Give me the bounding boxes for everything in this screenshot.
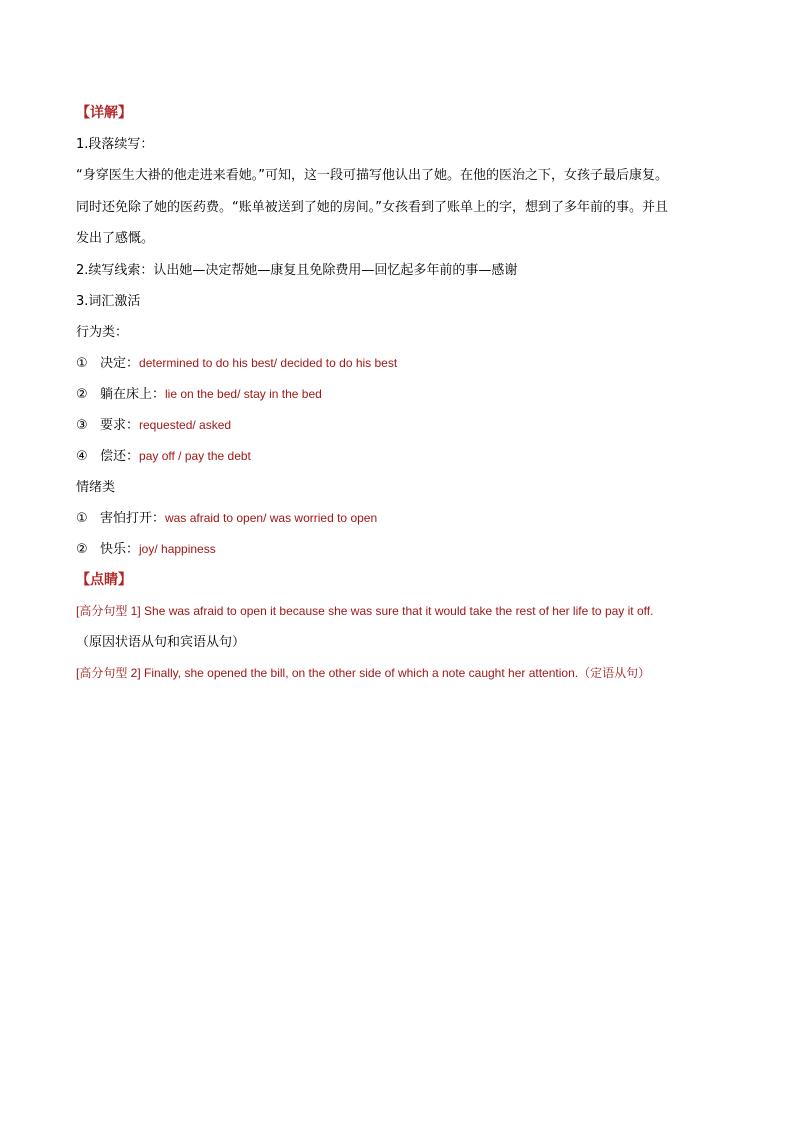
list-phrase: lie on the bed/ stay in the bed: [165, 386, 322, 401]
list-phrase: determined to do his best/ decided to do his best: [139, 355, 398, 370]
list-number: ④: [76, 448, 88, 464]
item1-label: 1.段落续写：: [76, 137, 154, 152]
list-number: ②: [76, 386, 88, 402]
item1-paragraph-line1: “身穿医生大褂的他走进来看她。”可知，这一段可描写他认出了她。在他的医治之下，女孩子最后康复。: [76, 168, 668, 183]
list-term: 害怕打开：: [100, 510, 166, 526]
list-item: [76, 379, 736, 410]
item2-clues: 2.续写线索：认出她—决定帮她—康复且免除费用—回忆起多年前的事—感谢: [76, 262, 518, 278]
item1-paragraph-line3: 发出了感慨。: [76, 231, 155, 246]
list-number: ①: [76, 355, 88, 371]
list-item: [76, 348, 736, 379]
list-item: [76, 410, 736, 441]
highlight-heading: 【点睛】: [76, 571, 132, 588]
sentence-1-note: （原因状语从句和宾语从句）: [76, 634, 246, 650]
item1-paragraph-line2: 同时还免除了她的医药费。“账单被送到了她的房间。”女孩看到了账单上的字，想到了多年前的事。并且: [76, 199, 668, 215]
detail-heading: 【详解】: [76, 105, 132, 121]
list-term: 决定：: [100, 355, 140, 371]
list-term: 要求：: [100, 417, 140, 433]
list-term: 偿还：: [100, 448, 140, 464]
list-phrase: joy/ happiness: [139, 541, 216, 556]
list-phrase: was afraid to open/ was worried to open: [165, 510, 378, 525]
list-phrase: requested/ asked: [139, 417, 232, 432]
list-term: 快乐：: [100, 541, 140, 557]
list-item: [76, 503, 736, 534]
behavior-label: 行为类：: [76, 324, 129, 340]
list-term: 躺在床上：: [100, 386, 166, 402]
list-item: [76, 441, 736, 472]
emotion-label: 情绪类: [76, 479, 116, 495]
document-page: [76, 98, 736, 689]
sentence-1: [高分句型 1] She was afraid to open it because she was sure that it would take the rest of her life to pay it off.: [76, 603, 654, 618]
list-item: [76, 534, 736, 565]
list-number: ③: [76, 417, 88, 433]
item3-vocab: 3.词汇激活: [76, 293, 141, 309]
list-phrase: pay off / pay the debt: [139, 448, 251, 463]
sentence-2: [高分句型 2] Finally, she opened the bill, on the other side of which a note caught her attention.（定语从句）: [76, 665, 651, 680]
list-number: ②: [76, 541, 88, 557]
list-number: ①: [76, 510, 88, 526]
